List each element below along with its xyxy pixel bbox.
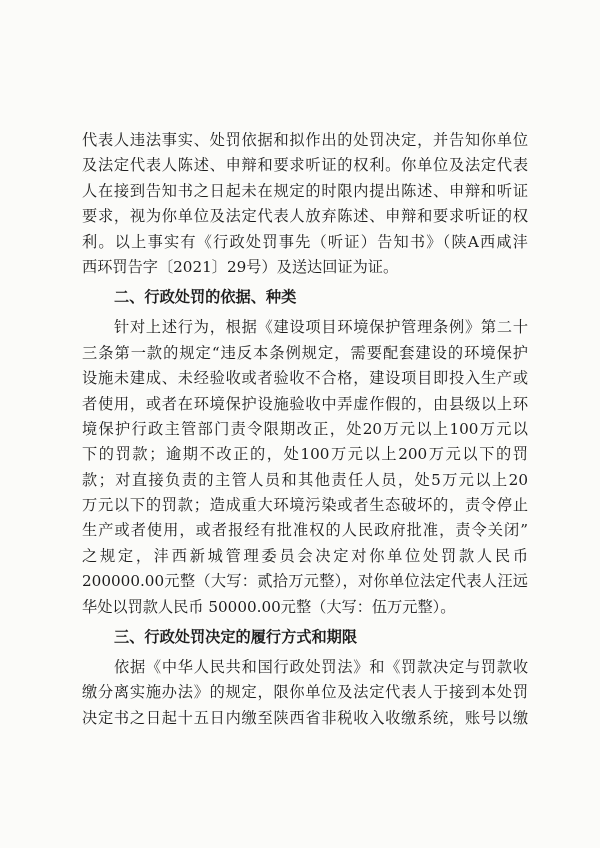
- paragraph-line: 利。以上事实有《行政处罚事先（听证）告知书》（陕A西咸沣: [82, 232, 528, 251]
- paragraph-line: 200000.00元整（大写：贰拾万元整），对你单位法定代表人汪远: [82, 572, 528, 591]
- paragraph-line: 缴分离实施办法》的规定，限你单位及法定代表人于接到本处罚: [82, 683, 528, 702]
- paragraph-line: 代表人违法事实、处罚依据和拟作出的处罚决定，并告知你单位: [82, 131, 528, 149]
- paragraph-line: 人在接到告知书之日起未在规定的时限内提出陈述、申辩和听证: [82, 181, 528, 200]
- paragraph-line: 及法定代表人陈述、申辩和要求听证的权利。你单位及法定代表: [82, 156, 528, 175]
- section-heading-2: 二、行政处罚的依据、种类: [114, 288, 297, 307]
- section-heading-3: 三、行政处罚决定的履行方式和期限: [114, 628, 357, 647]
- paragraph-line: 针对上述行为，根据《建设项目环境保护管理条例》第二十: [114, 318, 528, 337]
- paragraph-line: 决定书之日起十五日内缴至陕西省非税收入收缴系统，账号以缴: [82, 708, 528, 727]
- paragraph-line: 要求，视为你单位及法定代表人放弃陈述、申辩和要求听证的权: [82, 207, 528, 226]
- document-body: [82, 128, 528, 731]
- paragraph-line: 万元以下的罚款；造成重大环境污染或者生态破坏的，责令停止: [82, 496, 528, 515]
- paragraph-line: 三条第一款的规定“违反本条例规定，需要配套建设的环境保护: [82, 343, 528, 362]
- paragraph-line: 者使用，或者在环境保护设施验收中弄虚作假的，由县级以上环: [82, 394, 528, 413]
- paragraph-line: 生产或者使用，或者报经有批准权的人民政府批准，责令关闭”: [82, 521, 528, 540]
- paragraph-line: 下的罚款；逾期不改正的，处100万元以上200万元以下的罚: [82, 445, 528, 464]
- paragraph-line: 之规定，沣西新城管理委员会决定对你单位处罚款人民币: [82, 546, 528, 565]
- paragraph-line: 设施未建成、未经验收或者验收不合格，建设项目即投入生产或: [82, 369, 528, 388]
- paragraph-line: 华处以罚款人民币 50000.00元整（大写：伍万元整）。: [82, 597, 456, 616]
- paragraph-line: 西环罚告字〔2021〕29号）及送达回证为证。: [82, 257, 399, 276]
- paragraph-line: 依据《中华人民共和国行政处罚法》和《罚款决定与罚款收: [114, 658, 528, 677]
- paragraph-line: 款；对直接负责的主管人员和其他责任人员，处5万元以上20: [82, 470, 528, 489]
- paragraph-line: 境保护行政主管部门责令限期改正，处20万元以上100万元以: [82, 419, 528, 438]
